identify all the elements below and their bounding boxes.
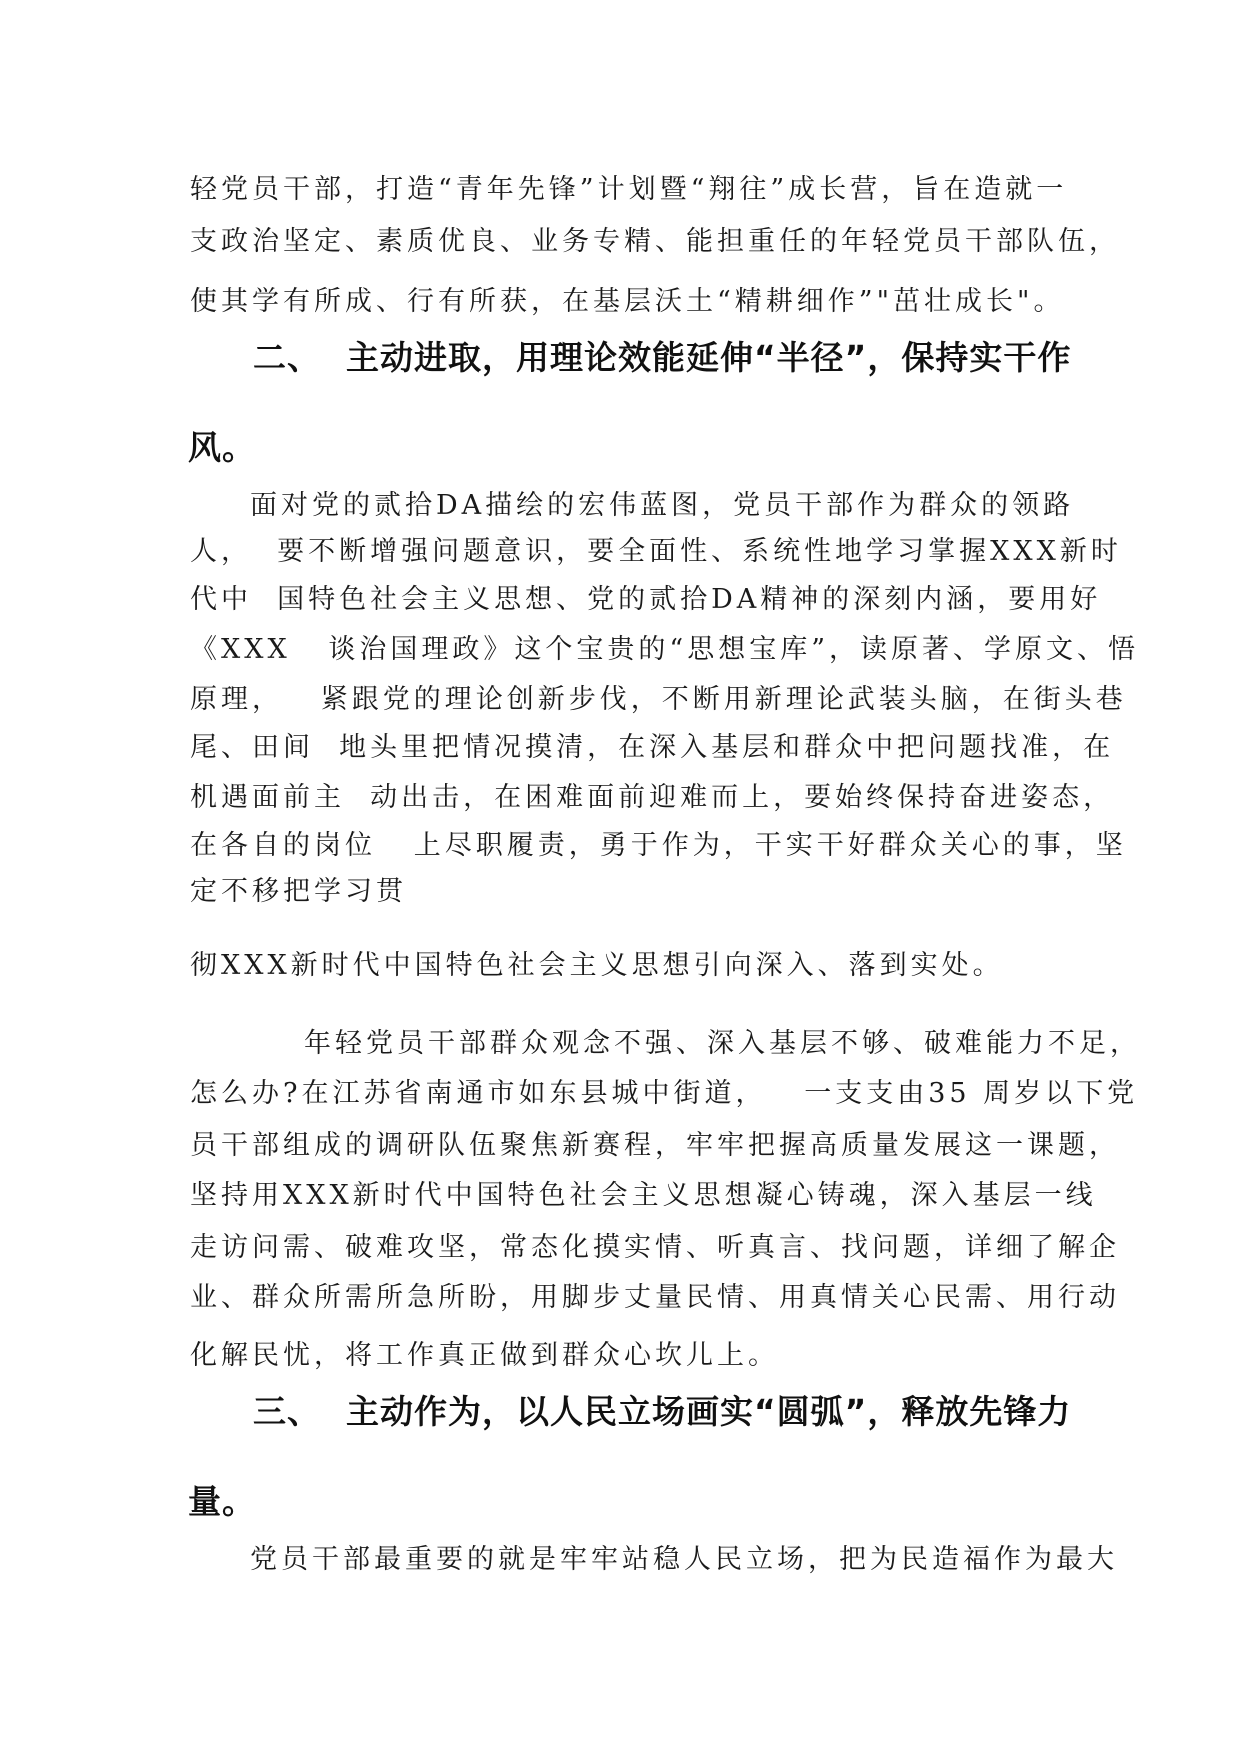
text-line: 机遇面前主 动出击，在困难面前迎难而上，要始终保持奋进姿态， <box>190 782 1115 813</box>
text-line: 人， 要不断增强问题意识，要全面性、系统性地学习掌握XXX新时 <box>190 536 1122 567</box>
section-heading-line: 三、 主动作为，以人民立场画实“圆弧”，释放先锋力 <box>253 1392 1072 1431</box>
text-line: 《XXX 谈治国理政》这个宝贵的“思想宝库”，读原著、学原文、悟 <box>190 634 1140 665</box>
text-line: 业、群众所需所急所盼，用脚步丈量民情、用真情关心民需、用行动 <box>190 1282 1120 1313</box>
text-line: 党员干部最重要的就是牢牢站稳人民立场，把为民造福作为最大 <box>250 1544 1118 1575</box>
text-line: 坚持用XXX新时代中国特色社会主义思想凝心铸魂，深入基层一线 <box>190 1180 1097 1211</box>
text-line: 支政治坚定、素质优良、业务专精、能担重任的年轻党员干部队伍， <box>190 226 1120 257</box>
text-line: 彻XXX新时代中国特色社会主义思想引向深入、落到实处。 <box>190 950 1004 981</box>
text-line: 定不移把学习贯 <box>190 876 407 907</box>
text-line: 怎么办?在江苏省南通市如东县城中街道， 一支支由35 周岁以下党 <box>190 1078 1139 1109</box>
text-line: 原理， 紧跟党的理论创新步伐，不断用新理论武装头脑，在街头巷 <box>190 684 1127 715</box>
section-heading-line: 二、 主动进取，用理论效能延伸“半径”，保持实干作 <box>253 338 1072 377</box>
text-line: 化解民忧，将工作真正做到群众心坎儿上。 <box>190 1340 779 1371</box>
section-heading-line: 风。 <box>188 428 256 467</box>
text-line: 年轻党员干部群众观念不强、深入基层不够、破难能力不足， <box>304 1028 1141 1059</box>
text-line: 尾、田间 地头里把情况摸清，在深入基层和群众中把问题找准，在 <box>190 732 1115 763</box>
text-line: 走访问需、破难攻坚，常态化摸实情、听真言、找问题，详细了解企 <box>190 1232 1120 1263</box>
text-line: 轻党员干部，打造“青年先锋”计划暨“翔往”成长营，旨在造就一 <box>190 174 1068 205</box>
text-line: 面对党的贰拾DA描绘的宏伟蓝图，党员干部作为群众的领路 <box>250 490 1075 521</box>
text-line: 员干部组成的调研队伍聚焦新赛程，牢牢把握高质量发展这一课题， <box>190 1130 1120 1161</box>
text-line: 代中 国特色社会主义思想、党的贰拾DA精神的深刻内涵，要用好 <box>190 584 1102 615</box>
text-line: 使其学有所成、行有所获，在基层沃土“精耕细作”"茁壮成长"。 <box>190 286 1065 317</box>
text-line: 在各自的岗位 上尽职履责，勇于作为，干实干好群众关心的事，坚 <box>190 830 1127 861</box>
section-heading-line: 量。 <box>188 1482 256 1521</box>
